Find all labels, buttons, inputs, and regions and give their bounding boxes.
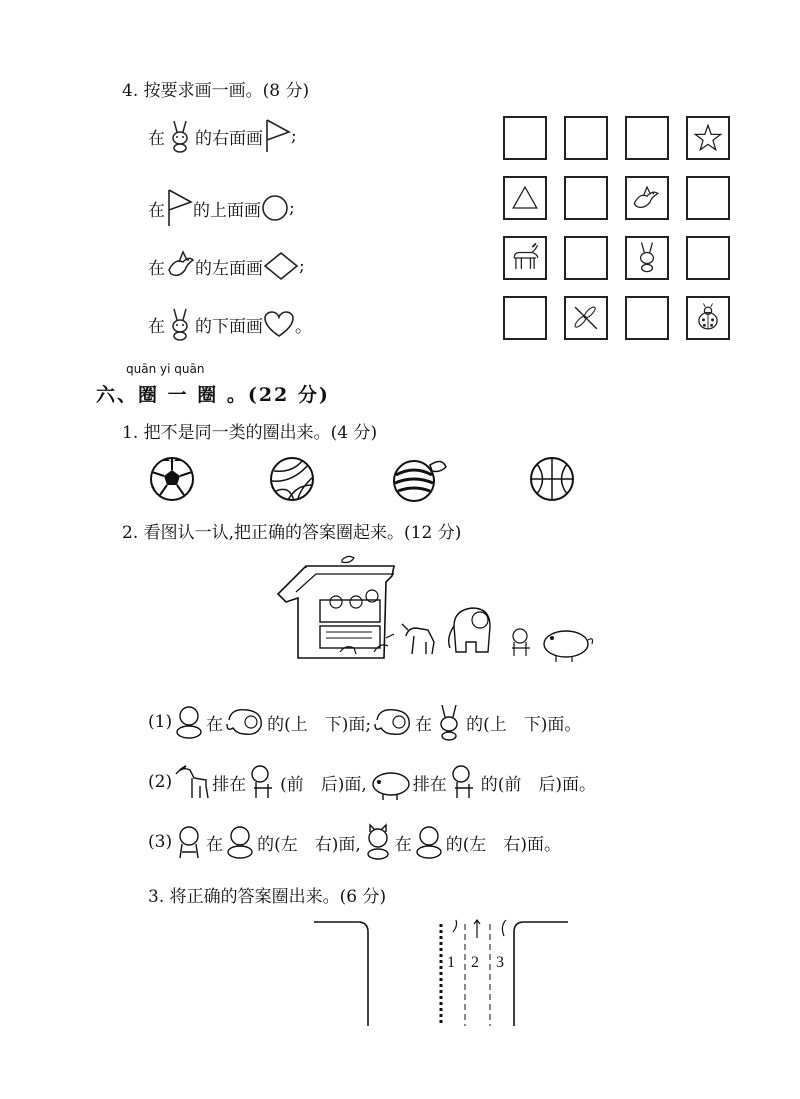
q4-row-1	[148, 118, 297, 154]
horse-icon	[172, 762, 212, 802]
q2-sub-2: (2) 排在 (前 后)面, 排在 的(前 后)面。	[148, 762, 596, 802]
rabbit-icon	[165, 118, 195, 154]
heart-icon	[263, 310, 295, 338]
grid-cell	[625, 116, 669, 160]
sub-label: (3)	[148, 832, 173, 852]
grid-cell	[564, 296, 608, 340]
grid-cell	[625, 296, 669, 340]
rabbit-icon	[627, 238, 667, 278]
grid-cell	[686, 176, 730, 220]
star-icon	[688, 118, 728, 158]
grid-cell	[503, 296, 547, 340]
q2-title: 2. 看图认一认,把正确的答案圈起来。(12 分)	[122, 523, 462, 543]
row-pre: 在	[148, 258, 165, 279]
q4-row-3	[148, 248, 305, 284]
grid-cell	[564, 176, 608, 220]
section6-title: 六、圈 一 圈 。(22 分)	[96, 384, 330, 406]
elephant-icon	[223, 702, 267, 742]
monkey-icon	[172, 822, 206, 862]
sub-label: (1)	[148, 712, 173, 732]
row-pre: 在	[148, 200, 165, 221]
grid-cell	[503, 236, 547, 280]
lane-1-label: 1	[447, 954, 455, 971]
elephant-icon	[371, 702, 415, 742]
row-pre: 在	[148, 316, 165, 337]
q2-sub-1: (1) 在 的(上 下)面; 在 的(上 下)面。	[148, 702, 581, 742]
q4-row-2	[148, 188, 295, 228]
diamond-icon	[263, 251, 299, 281]
dog-icon	[447, 762, 481, 802]
q4-title: 4. 按要求画一画。(8 分)	[122, 81, 310, 101]
section6-pinyin: quān yi quān	[126, 362, 205, 376]
watermelon-icon[interactable]	[390, 455, 450, 503]
grid-cell	[686, 296, 730, 340]
basketball-icon[interactable]	[528, 455, 576, 503]
house-animals-scene	[276, 552, 596, 670]
grid-cell	[686, 236, 730, 280]
q1-title: 1. 把不是同一类的圈出来。(4 分)	[122, 423, 378, 443]
row-mid: 的上面画	[193, 200, 261, 221]
bird-icon	[165, 248, 195, 284]
row-end: 。	[295, 316, 312, 337]
bird-icon	[627, 178, 667, 218]
triangle-icon	[505, 178, 545, 218]
grid-cell	[625, 236, 669, 280]
sub-label: (2)	[148, 772, 173, 792]
grid-cell	[503, 176, 547, 220]
frog-icon	[172, 702, 206, 742]
ladybug-icon	[688, 298, 728, 338]
grid-cell	[625, 176, 669, 220]
flag-icon	[165, 188, 193, 228]
row-mid: 的左面画	[195, 258, 263, 279]
soccer-ball-icon[interactable]	[148, 455, 196, 503]
row-end: ;	[291, 126, 297, 146]
dragonfly-icon	[566, 298, 606, 338]
grid-cell	[564, 116, 608, 160]
rabbit-icon	[165, 306, 195, 342]
grid-cell	[503, 116, 547, 160]
cat-icon	[361, 822, 395, 862]
row-mid: 的右面画	[195, 128, 263, 149]
frog-icon	[223, 822, 257, 862]
horse-icon	[505, 238, 545, 278]
circle-icon	[261, 194, 289, 222]
q3-title: 3. 将正确的答案圈出来。(6 分)	[148, 887, 387, 907]
rabbit-icon	[432, 702, 466, 742]
q2-sub-3: (3) 在 的(左 右)面, 在 的(左 右)面。	[148, 822, 561, 862]
grid-cell	[686, 116, 730, 160]
row-end: ;	[289, 198, 295, 218]
row-end: ;	[299, 256, 305, 276]
q4-row-4	[148, 306, 312, 342]
lane-2-label: 2	[471, 954, 479, 971]
flag-icon	[263, 118, 291, 154]
lane-3-label: 3	[496, 954, 504, 971]
volleyball-icon[interactable]	[268, 455, 316, 503]
grid-cell	[564, 236, 608, 280]
road-diagram	[310, 918, 570, 1028]
dog-icon	[246, 762, 280, 802]
row-pre: 在	[148, 128, 165, 149]
row-mid: 的下面画	[195, 316, 263, 337]
pig-icon	[367, 762, 413, 802]
frog-icon	[412, 822, 446, 862]
